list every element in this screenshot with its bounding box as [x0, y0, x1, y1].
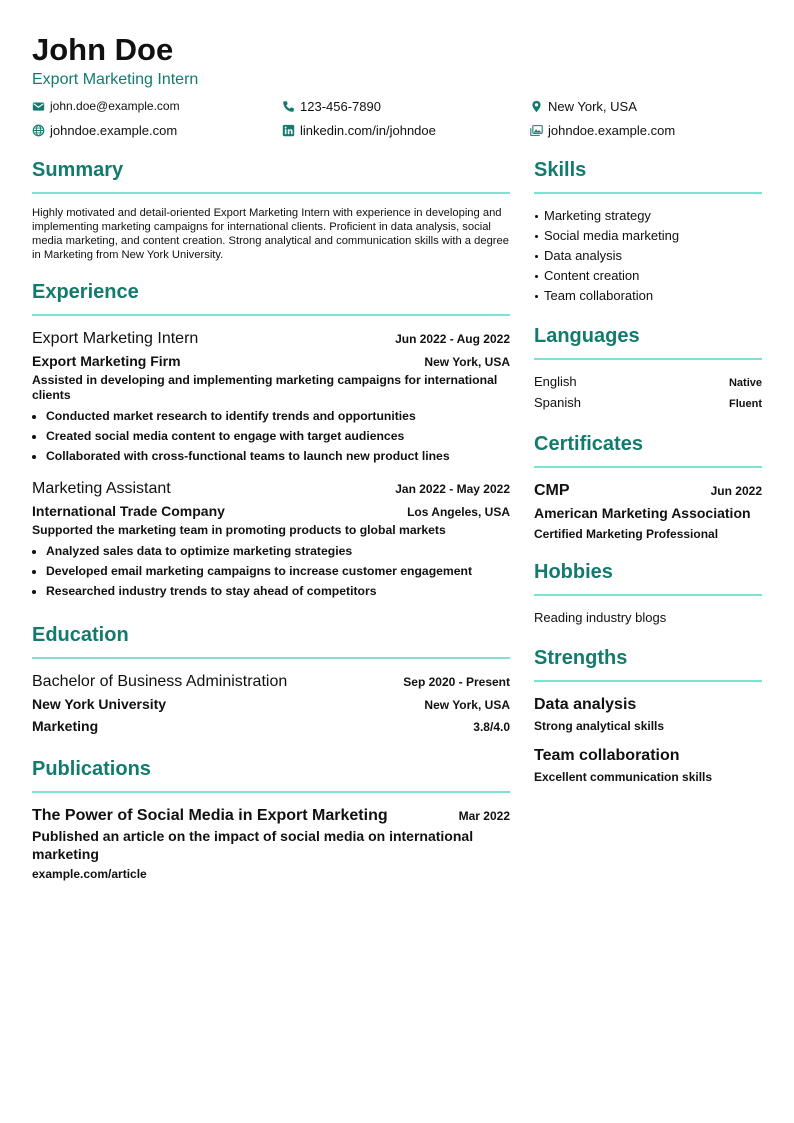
job-location: Los Angeles, USA — [407, 505, 510, 519]
certificate-description: Certified Marketing Professional — [534, 527, 719, 541]
list-item: • Researched industry trends to stay ahead of competitors — [46, 581, 510, 601]
education-heading: Education — [32, 624, 129, 646]
languages-section — [534, 324, 762, 414]
section-divider — [32, 791, 510, 793]
strengths-section — [534, 646, 762, 787]
candidate-name: John Doe — [32, 32, 174, 67]
section-divider — [534, 192, 762, 194]
section-divider — [32, 192, 510, 194]
publication-description: Published an article on the impact of social media on international marketing — [32, 828, 474, 862]
language-level: Native — [728, 377, 762, 389]
publication-item — [32, 805, 510, 884]
language-level: Fluent — [729, 398, 762, 410]
contact-phone-text: 123-456-7890 — [300, 98, 381, 114]
school-location: New York, USA — [424, 698, 510, 712]
skill-label: Team collaboration — [544, 288, 654, 303]
bullet-icon — [535, 295, 538, 298]
section-divider — [534, 680, 762, 682]
publication-link[interactable]: example.com/article — [32, 867, 147, 881]
language-name: English — [534, 374, 577, 389]
location-pin-icon — [530, 100, 543, 113]
list-item: • Created social media content to engage with target audiences — [46, 426, 510, 446]
job-title: Export Marketing Intern — [32, 330, 199, 347]
experience-item — [32, 328, 510, 466]
candidate-title: Export Marketing Intern — [32, 71, 199, 88]
strength-name: Team collaboration — [534, 747, 680, 764]
hobbies-heading: Hobbies — [534, 561, 613, 583]
publication-date: Mar 2022 — [458, 809, 510, 823]
strength-name: Data analysis — [534, 696, 637, 713]
experience-section — [32, 280, 510, 601]
section-divider — [534, 466, 762, 468]
job-bullets — [32, 406, 510, 466]
school-name: New York University — [32, 696, 167, 712]
publications-heading: Publications — [32, 758, 151, 780]
contact-phone[interactable] — [282, 96, 381, 116]
contact-location — [530, 96, 637, 116]
company-name: International Trade Company — [32, 503, 225, 519]
summary-heading: Summary — [32, 159, 124, 181]
job-location: New York, USA — [424, 355, 510, 369]
job-description: Assisted in developing and implementing marketing campaigns for international clients — [32, 373, 498, 402]
skill-label: Data analysis — [544, 248, 623, 263]
bullet-icon — [535, 255, 538, 258]
contact-website[interactable] — [32, 120, 177, 140]
contact-email-text: john.doe@example.com — [50, 99, 180, 113]
linkedin-icon — [282, 124, 295, 137]
skills-heading: Skills — [534, 159, 587, 181]
languages-heading: Languages — [534, 325, 640, 347]
publication-title: The Power of Social Media in Export Marketing — [32, 807, 388, 824]
publications-section — [32, 757, 510, 884]
summary-section — [32, 158, 510, 262]
hobbies-section — [534, 560, 762, 628]
contact-website-text: johndoe.example.com — [50, 122, 178, 138]
contact-linkedin-text: linkedin.com/in/johndoe — [300, 122, 436, 138]
bullet-icon — [535, 275, 538, 278]
list-item — [534, 246, 762, 266]
education-dates: Sep 2020 - Present — [403, 675, 510, 689]
list-item: • Conducted market research to identify trends and opportunities — [46, 406, 510, 426]
certificate-issuer: American Marketing Association — [534, 505, 751, 521]
job-title: Marketing Assistant — [32, 480, 171, 497]
section-divider — [32, 657, 510, 659]
left-column — [32, 158, 510, 884]
hobby-item: Reading industry blogs — [534, 610, 667, 625]
certificate-date: Jun 2022 — [710, 484, 762, 498]
education-item — [32, 671, 510, 737]
language-name: Spanish — [534, 395, 581, 410]
certificate-name: CMP — [534, 482, 570, 499]
summary-text: Highly motivated and detail-oriented Export Marketing Intern with experience in developing and implementing marketing campaigns for international clients. Proficient in data analysis, social media marketing, and content creation. Strong analytical and communication skills with a degree in Marketing from New York University. — [32, 207, 509, 261]
list-item — [534, 206, 762, 226]
strengths-heading: Strengths — [534, 647, 628, 669]
job-bullets — [32, 541, 510, 601]
strength-description: Strong analytical skills — [534, 719, 665, 733]
job-dates: Jun 2022 - Aug 2022 — [395, 332, 510, 346]
list-item — [534, 266, 762, 286]
right-column — [534, 158, 762, 796]
section-divider — [32, 314, 510, 316]
section-divider — [534, 594, 762, 596]
certificates-section — [534, 432, 762, 544]
globe-icon — [32, 124, 45, 137]
list-item: • Analyzed sales data to optimize marketing strategies — [46, 541, 510, 561]
degree-name: Bachelor of Business Administration — [32, 673, 288, 690]
image-gallery-icon — [530, 124, 543, 137]
language-row — [534, 393, 762, 414]
skill-label: Marketing strategy — [544, 208, 651, 223]
experience-heading: Experience — [32, 281, 139, 303]
contact-portfolio[interactable] — [530, 120, 675, 140]
experience-item — [32, 478, 510, 601]
certificates-heading: Certificates — [534, 433, 643, 455]
education-section — [32, 623, 510, 737]
mail-icon — [32, 100, 45, 113]
contact-portfolio-text: johndoe.example.com — [548, 122, 676, 138]
field-of-study: Marketing — [32, 718, 99, 734]
list-item — [534, 286, 762, 306]
bullet-icon — [535, 235, 538, 238]
strength-description: Excellent communication skills — [534, 770, 713, 784]
list-item — [534, 226, 762, 246]
section-divider — [534, 358, 762, 360]
skills-section — [534, 158, 762, 306]
contact-location-text: New York, USA — [548, 98, 637, 114]
resume-page — [32, 30, 762, 148]
gpa: 3.8/4.0 — [473, 720, 510, 734]
language-row — [534, 372, 762, 393]
contact-info — [32, 96, 762, 148]
skill-label: Social media marketing — [544, 228, 680, 243]
phone-icon — [282, 100, 295, 113]
job-dates: Jan 2022 - May 2022 — [395, 482, 510, 496]
bullet-icon — [535, 215, 538, 218]
job-description: Supported the marketing team in promoting products to global markets — [32, 523, 446, 537]
list-item: • Developed email marketing campaigns to increase customer engagement — [46, 561, 510, 581]
skill-label: Content creation — [544, 268, 640, 283]
list-item: • Collaborated with cross-functional teams to launch new product lines — [46, 446, 510, 466]
contact-email[interactable] — [32, 96, 180, 116]
company-name: Export Marketing Firm — [32, 353, 181, 369]
contact-linkedin[interactable] — [282, 120, 436, 140]
